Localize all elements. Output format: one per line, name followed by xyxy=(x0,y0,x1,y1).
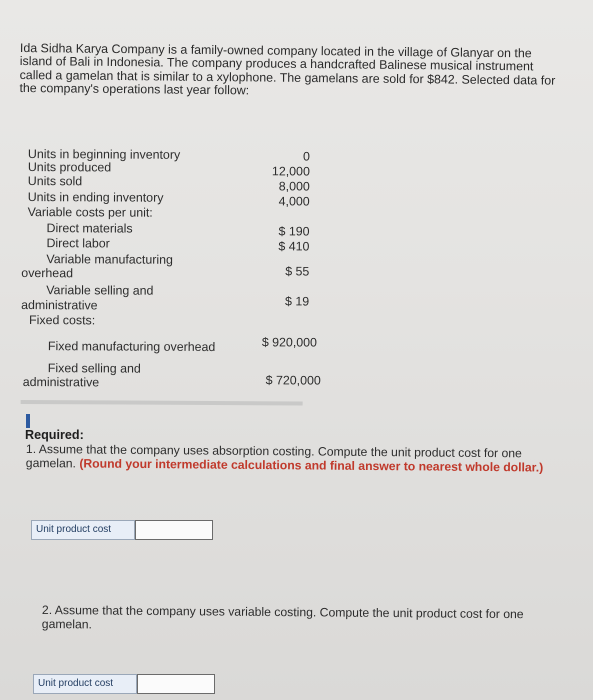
required-marker xyxy=(26,414,30,428)
question-1 xyxy=(26,443,546,475)
fixed-selling-label-line1: Fixed selling and xyxy=(47,361,141,376)
variable-costs-heading: Variable costs per unit: xyxy=(27,205,153,220)
question-1-answer-input[interactable] xyxy=(135,520,213,540)
question-2: 2. Assume that the company uses variable costing. Compute the unit product cost for one gamelan. xyxy=(41,603,524,631)
required-heading: Required: xyxy=(25,428,84,442)
variable-selling-label-line1: Variable selling and xyxy=(46,283,154,298)
units-sold-value: 8,000 xyxy=(278,179,310,194)
direct-materials-value: $ 190 xyxy=(278,224,310,239)
variable-mfg-label-line1: Variable manufacturing xyxy=(46,252,173,267)
fixed-mfg-label: Fixed manufacturing overhead xyxy=(47,339,216,355)
fixed-selling-value: $ 720,000 xyxy=(265,373,321,388)
direct-labor-label: Direct labor xyxy=(46,236,110,251)
units-ending-label: Units in ending inventory xyxy=(27,190,164,205)
units-beginning-value: 0 xyxy=(302,149,310,164)
units-ending-value: 4,000 xyxy=(278,194,310,209)
question-1-answer-label: Unit product cost xyxy=(31,520,135,540)
question-2-answer-input[interactable] xyxy=(137,674,215,694)
table-bottom-divider xyxy=(21,400,303,405)
variable-mfg-value: $ 55 xyxy=(285,264,310,279)
units-sold-label: Units sold xyxy=(27,174,83,189)
data-table xyxy=(21,144,321,408)
units-produced-value: 12,000 xyxy=(271,164,310,179)
question-1-rounding-note: (Round your intermediate calculations and final answer to nearest whole dollar.) xyxy=(79,455,544,475)
units-beginning-label: Units in beginning inventory xyxy=(27,147,181,162)
units-produced-label: Units produced xyxy=(27,160,112,175)
direct-materials-label: Direct materials xyxy=(46,221,133,236)
variable-selling-value: $ 19 xyxy=(285,294,310,309)
question-1-answer-row xyxy=(31,520,213,540)
direct-labor-value: $ 410 xyxy=(278,239,310,254)
fixed-mfg-value: $ 920,000 xyxy=(261,335,318,350)
question-2-answer-row xyxy=(33,674,215,694)
question-1-text: 1. Assume that the company uses absorption costing. Compute the unit product cost for one gamelan. xyxy=(25,442,522,470)
variable-mfg-label-line2: overhead xyxy=(21,265,74,281)
fixed-selling-label-line2: administrative xyxy=(22,375,100,390)
variable-selling-label-line2: administrative xyxy=(21,297,98,313)
question-2-answer-label: Unit product cost xyxy=(33,674,137,694)
fixed-costs-heading: Fixed costs: xyxy=(29,313,96,328)
problem-intro: Ida Sidha Karya Company is a family-owned company located in the village of Glanyar on the island of Bali in Indonesia. The company produces a handcrafted Balinese musical instrument called a gamelan that is similar to a xylophone. The gamelans are sold for $842. Selected data for the company's operations last year follow: xyxy=(19,41,556,98)
